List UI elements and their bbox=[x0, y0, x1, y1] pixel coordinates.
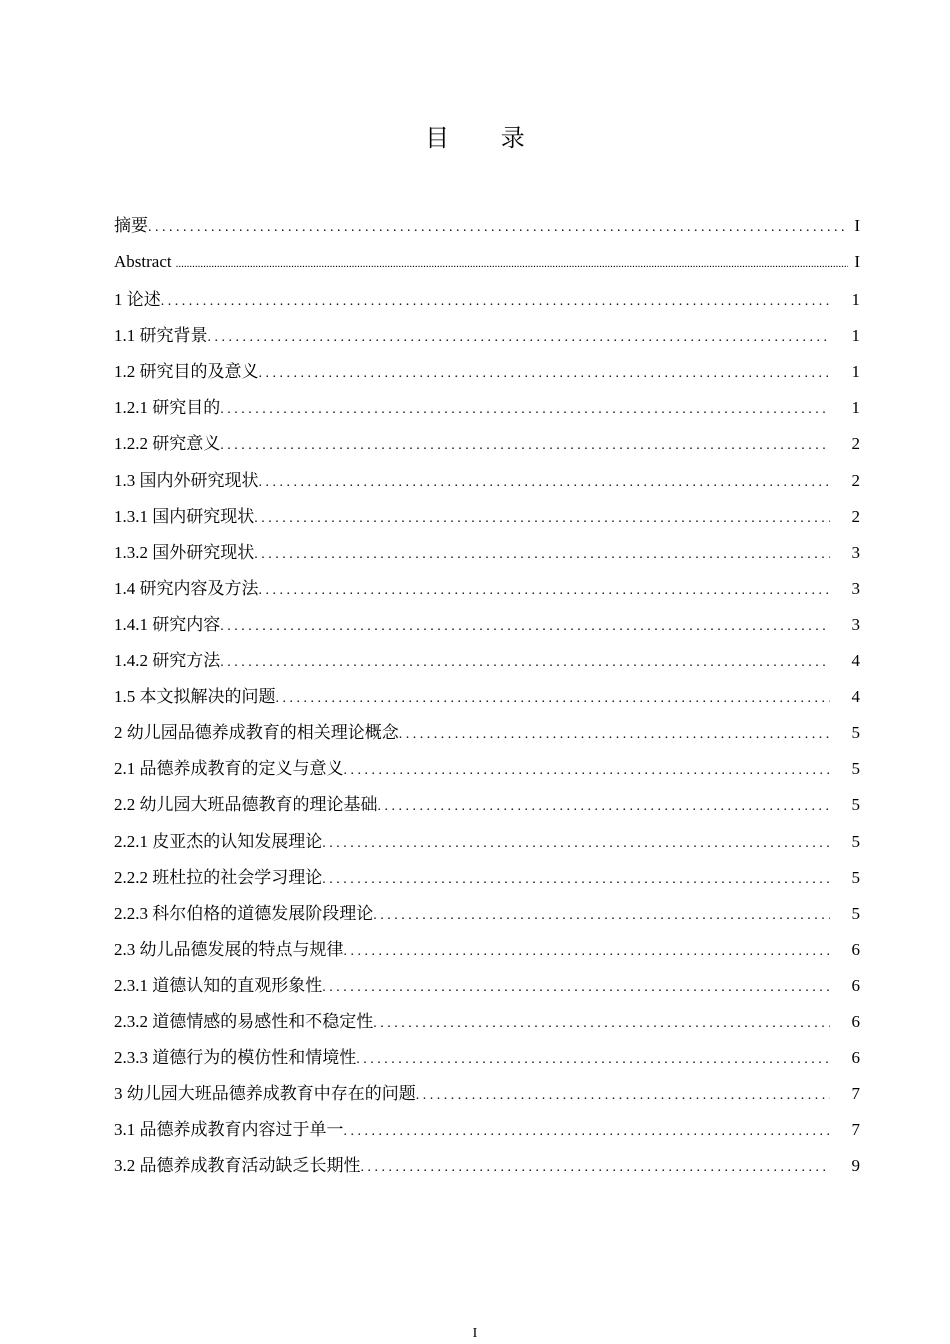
toc-entry[interactable] bbox=[114, 426, 860, 462]
toc-entry-label: 3 幼儿园大班品德养成教育中存在的问题 bbox=[114, 1084, 416, 1104]
toc-entry-page: 4 bbox=[851, 687, 860, 707]
toc-entry-page: 7 bbox=[851, 1120, 860, 1140]
toc-entry[interactable] bbox=[114, 318, 860, 354]
toc-entry-page: 2 bbox=[851, 434, 860, 454]
toc-dot-leader bbox=[148, 210, 848, 246]
toc-entry-page: 9 bbox=[851, 1156, 860, 1176]
toc-dot-leader bbox=[254, 501, 830, 537]
toc-entry-label: 2.1 品德养成教育的定义与意义 bbox=[114, 759, 344, 779]
toc-entry-page: 2 bbox=[851, 506, 860, 526]
toc-entry[interactable] bbox=[114, 1004, 860, 1040]
toc-entry[interactable] bbox=[114, 463, 860, 499]
toc-entry-page: 6 bbox=[851, 1048, 860, 1068]
toc-entry[interactable] bbox=[114, 643, 860, 679]
page-title: 目 录 bbox=[425, 124, 547, 152]
toc-entry-label: 2.2.2 班杜拉的社会学习理论 bbox=[114, 867, 323, 887]
toc-entry[interactable] bbox=[114, 1112, 860, 1148]
toc-entry[interactable] bbox=[114, 1076, 860, 1112]
toc-entry[interactable] bbox=[114, 679, 860, 715]
toc-entry-label: 1 论述 bbox=[114, 290, 161, 310]
toc-entry-page: 5 bbox=[851, 795, 860, 815]
toc-entry-page: 5 bbox=[851, 759, 860, 779]
toc-entry-label: 2 幼儿园品德养成教育的相关理论概念 bbox=[114, 723, 399, 743]
toc-dot-leader bbox=[220, 428, 830, 464]
toc-entry-label: 1.2.1 研究目的 bbox=[114, 398, 221, 418]
toc-entry-label: 2.3.3 道德行为的模仿性和情境性 bbox=[114, 1048, 357, 1068]
toc-entry[interactable] bbox=[114, 282, 860, 318]
toc-entry-label: 1.2 研究目的及意义 bbox=[114, 362, 259, 382]
toc-entry-page: 3 bbox=[851, 614, 860, 634]
toc-entry[interactable] bbox=[114, 1148, 860, 1184]
toc-entry[interactable] bbox=[114, 824, 860, 860]
toc-entry-label: 1.3.1 国内研究现状 bbox=[114, 506, 255, 526]
toc-entry-page: 3 bbox=[851, 542, 860, 562]
toc-entry[interactable] bbox=[114, 499, 860, 535]
toc-entry-label: 1.5 本文拟解决的问题 bbox=[114, 687, 276, 707]
toc-dot-leader bbox=[361, 1150, 831, 1186]
toc-dot-leader bbox=[322, 970, 830, 1006]
toc-entry-label: 2.2.1 皮亚杰的认知发展理论 bbox=[114, 831, 323, 851]
toc-entry-page: 1 bbox=[851, 398, 860, 418]
toc-entry-label: 2.3 幼儿品德发展的特点与规律 bbox=[114, 939, 344, 959]
toc-dot-leader bbox=[259, 356, 831, 392]
toc-entry[interactable] bbox=[114, 860, 860, 896]
toc-entry-label: 2.3.2 道德情感的易感性和不稳定性 bbox=[114, 1011, 374, 1031]
toc-entry-page: 6 bbox=[851, 1011, 860, 1031]
toc-entry[interactable] bbox=[114, 354, 860, 390]
toc-entry[interactable] bbox=[114, 390, 860, 426]
toc-entry-page: I bbox=[854, 252, 860, 272]
toc-dot-leader bbox=[344, 934, 831, 970]
toc-dot-leader bbox=[220, 392, 830, 428]
toc-entry[interactable] bbox=[114, 715, 860, 751]
toc-dot-leader bbox=[259, 573, 831, 609]
toc-entry-page: 6 bbox=[851, 975, 860, 995]
toc-entry[interactable] bbox=[114, 932, 860, 968]
toc-entry-page: I bbox=[854, 216, 860, 235]
toc-entry-page: 7 bbox=[851, 1084, 860, 1104]
toc-entry-label: 2.2 幼儿园大班品德教育的理论基础 bbox=[114, 795, 378, 815]
toc-entry-label: 2.2.3 科尔伯格的道德发展阶段理论 bbox=[114, 903, 374, 923]
toc-dot-leader bbox=[161, 284, 830, 320]
toc-entry-page: 5 bbox=[851, 903, 860, 923]
toc-entry[interactable] bbox=[114, 896, 860, 932]
toc-entry-page: 5 bbox=[851, 723, 860, 743]
toc-entry-label: 1.4.2 研究方法 bbox=[114, 651, 221, 671]
toc-entry[interactable] bbox=[114, 208, 860, 244]
toc-entry[interactable] bbox=[114, 244, 860, 282]
toc-entry-page: 2 bbox=[851, 470, 860, 490]
toc-entry[interactable] bbox=[114, 571, 860, 607]
toc-entry[interactable] bbox=[114, 535, 860, 571]
toc-dot-leader bbox=[373, 898, 830, 934]
toc-entry-label: Abstract bbox=[114, 252, 172, 272]
toc-dot-leader bbox=[259, 465, 831, 501]
toc-entry-page: 1 bbox=[851, 290, 860, 310]
toc-entry-label: 1.4 研究内容及方法 bbox=[114, 578, 259, 598]
toc-dot-leader bbox=[322, 826, 830, 862]
toc-dot-leader bbox=[220, 645, 830, 681]
toc-dot-leader bbox=[220, 609, 830, 645]
toc-entry-label: 3.2 品德养成教育活动缺乏长期性 bbox=[114, 1156, 361, 1176]
toc-entry-label: 摘要 bbox=[114, 216, 148, 235]
toc-dot-leader bbox=[254, 537, 830, 573]
toc-entry-label: 1.2.2 研究意义 bbox=[114, 434, 221, 454]
toc-entry[interactable] bbox=[114, 607, 860, 643]
toc-dot-leader bbox=[416, 1078, 830, 1114]
toc-entry-label: 1.4.1 研究内容 bbox=[114, 614, 221, 634]
toc-entry[interactable] bbox=[114, 968, 860, 1004]
toc-entry-label: 1.1 研究背景 bbox=[114, 326, 208, 346]
toc-entry[interactable] bbox=[114, 787, 860, 823]
table-of-contents bbox=[114, 208, 860, 1184]
toc-entry[interactable] bbox=[114, 751, 860, 787]
toc-dot-leader bbox=[373, 1006, 830, 1042]
toc-dot-leader bbox=[399, 717, 830, 753]
toc-entry-page: 4 bbox=[851, 651, 860, 671]
toc-entry-label: 2.3.1 道德认知的直观形象性 bbox=[114, 975, 323, 995]
toc-entry-page: 6 bbox=[851, 939, 860, 959]
toc-entry-page: 5 bbox=[851, 831, 860, 851]
toc-dot-leader bbox=[344, 753, 831, 789]
page-number-footer: I bbox=[472, 1326, 478, 1341]
toc-dot-leader bbox=[322, 862, 830, 898]
toc-dot-leader bbox=[176, 246, 848, 282]
toc-entry-page: 1 bbox=[851, 326, 860, 346]
toc-dot-leader bbox=[356, 1042, 830, 1078]
toc-entry-label: 1.3 国内外研究现状 bbox=[114, 470, 259, 490]
toc-dot-leader bbox=[378, 789, 831, 825]
toc-entry-label: 3.1 品德养成教育内容过于单一 bbox=[114, 1120, 344, 1140]
toc-entry-page: 1 bbox=[851, 362, 860, 382]
toc-dot-leader bbox=[344, 1114, 831, 1150]
toc-dot-leader bbox=[276, 681, 831, 717]
toc-dot-leader bbox=[208, 320, 831, 356]
toc-entry[interactable] bbox=[114, 1040, 860, 1076]
toc-entry-page: 3 bbox=[851, 578, 860, 598]
toc-entry-page: 5 bbox=[851, 867, 860, 887]
toc-entry-label: 1.3.2 国外研究现状 bbox=[114, 542, 255, 562]
